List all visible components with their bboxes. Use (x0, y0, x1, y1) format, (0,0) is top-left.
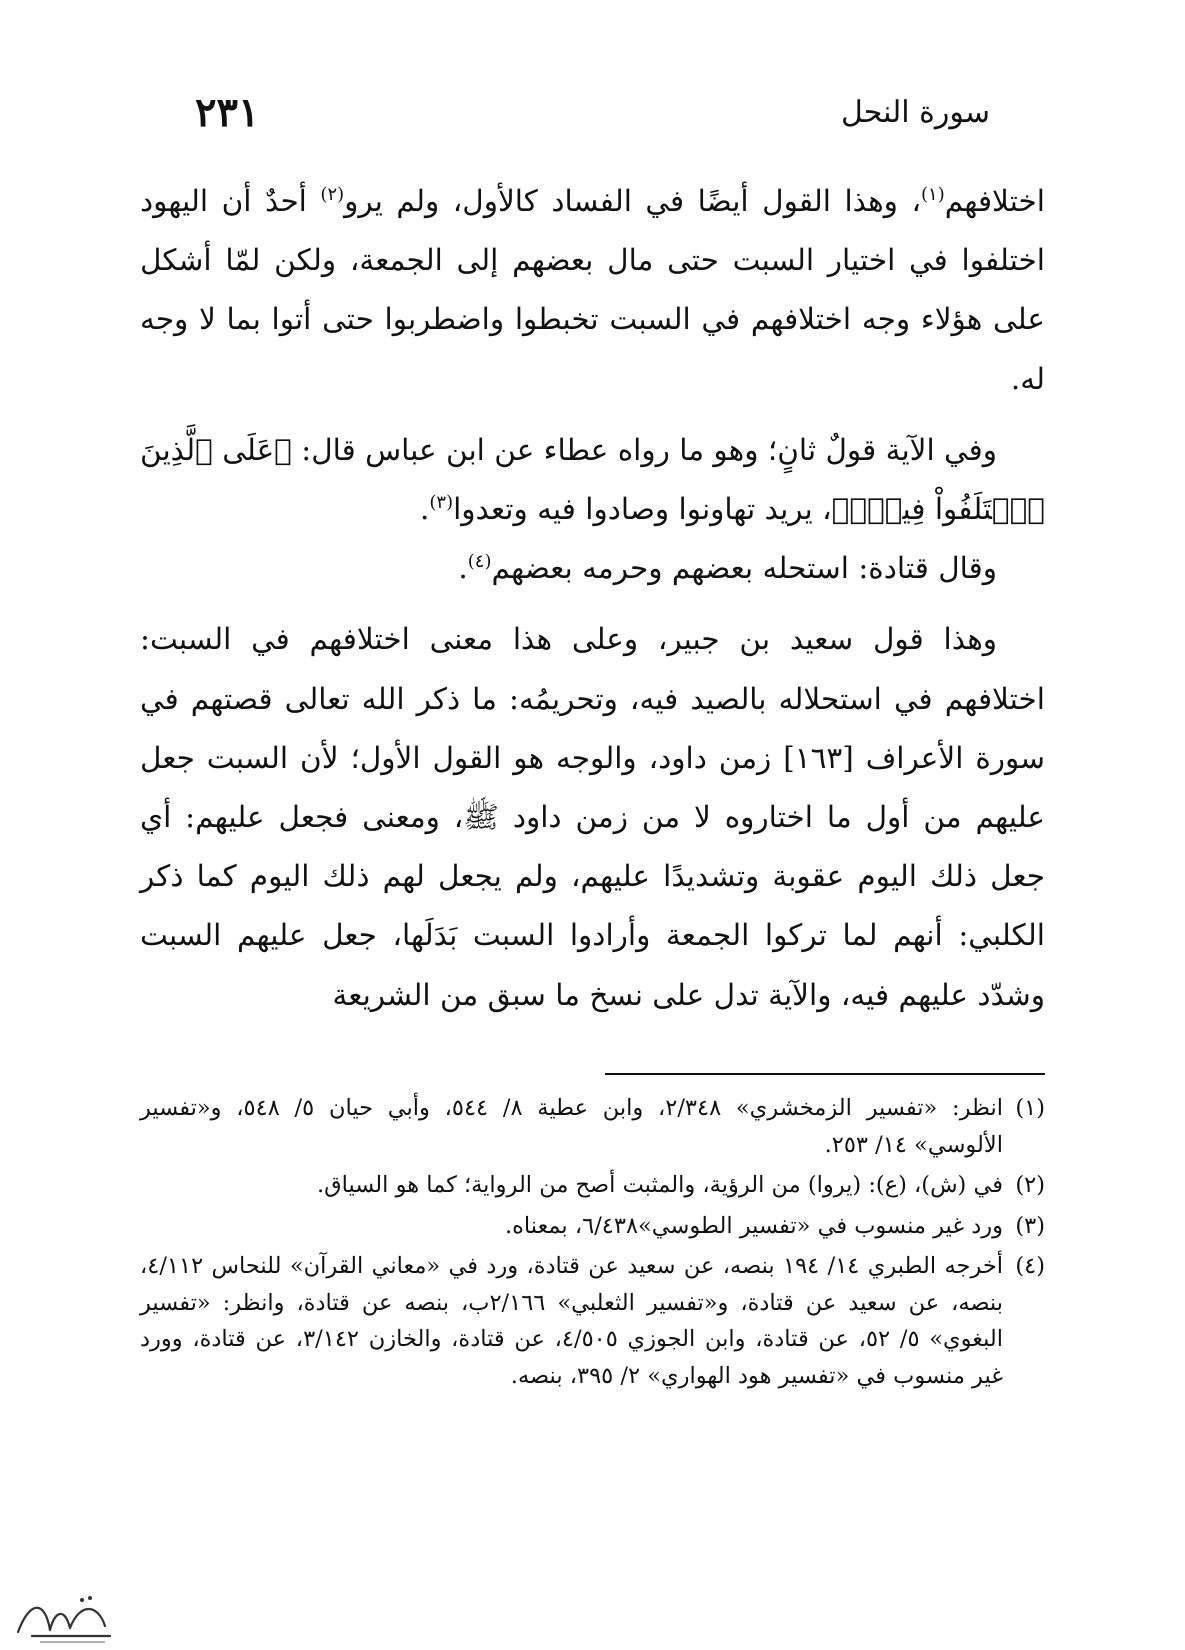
page-number: ٢٣١ (195, 88, 260, 136)
paragraph-2 (140, 421, 1045, 539)
paragraph-3-part-a: وقال قتادة: استحله بعضهم وحرمه بعضهم (491, 551, 997, 586)
paragraph-1-part-c: أحدٌ أن اليهود اختلفوا في اختيار السبت حتى مال بعضهم إلى الجمعة، ولكن لمّا أشكل على هؤلاء وجه اختلافهم في السبت تخبطوا واضطربوا حتى أتوا بما لا وجه له. (140, 184, 1045, 396)
footnote-marker: (١) (1015, 1095, 1045, 1121)
footnote-divider (605, 1073, 1045, 1075)
page-header (195, 82, 990, 142)
paragraph-2-part-b: . (419, 492, 430, 527)
footnote-text: ورد غير منسوب في «تفسير الطوسي»٦/٤٣٨، بمعناه. (504, 1212, 1003, 1239)
footnote-4 (140, 1248, 1045, 1394)
footnote-ref-1: (١) (920, 184, 945, 206)
paragraph-1-part-a: اختلافهم (944, 184, 1045, 218)
watermark-logo (10, 1590, 125, 1646)
paragraph-2-part-a: وفي الآية قولٌ ثانٍ؛ وهو ما رواه عطاء عن ابن عباس قال: ﴿عَلَى ٱلَّذِينَ ٱخۡتَلَفُواْ فِيهِۚ﴾، يريد تهاونوا وصادوا فيه وتعدوا (140, 432, 1045, 527)
paragraph-1-part-b: ، وهذا القول أيضًا في الفساد كالأول، ولم يرو (344, 184, 921, 218)
footnote-ref-4: (٤) (467, 551, 492, 573)
footnote-ref-2: (٢) (320, 184, 345, 206)
paragraph-1 (140, 172, 1045, 409)
footnote-marker: (٣) (1015, 1212, 1045, 1239)
paragraph-3 (140, 539, 1045, 598)
footnote-3 (140, 1208, 1045, 1245)
paragraph-4: وهذا قول سعيد بن جبير، وعلى هذا معنى اختلافهم في السبت: اختلافهم في استحلاله بالصيد فيه، وتحريمُه: ما ذكر الله تعالى قصتهم في سورة الأعراف [١٦٣] زمن داود، والوجه هو القول الأول؛ لأن السبت جعل عليهم من أول ما اختاروه لا من زمن داود ﷺ، ومعنى فجعل عليهم: أي جعل ذلك اليوم عقوبة وتشديدًا عليهم، ولم يجعل لهم ذلك اليوم كما ذكر الكلبي: أنهم لما تركوا الجمعة وأرادوا السبت بَدَلَها، جعل عليهم السبت وشدّد عليهم فيه، والآية تدل على نسخ ما سبق من الشريعة (140, 622, 1045, 1012)
paragraph-3-part-b: . (458, 551, 468, 586)
footnote-text: أخرجه الطبري ١٤/ ١٩٤ بنصه، عن سعيد عن قتادة، ورد في «معاني القرآن» للنحاس ٤/١١٢، بنصه، عن سعيد عن قتادة، و«تفسير الثعلبي» ٢/١٦٦ب، بنصه عن قتادة، وانظر: «تفسير البغوي» ٥/ ٥٢، عن قتادة، وابن الجوزي ٤/٥٠٥، عن قتادة، والخازن ٣/١٤٢، عن قتادة، وورد غير منسوب في «تفسير هود الهواري» ٢/ ٣٩٥، بنصه. (140, 1253, 1004, 1389)
footnotes (140, 1090, 1045, 1398)
footnote-marker: (٢) (1015, 1172, 1045, 1198)
footnote-1 (140, 1090, 1045, 1163)
footnote-2 (140, 1167, 1045, 1204)
main-text (140, 172, 1045, 1025)
footnote-text: انظر: «تفسير الزمخشري» ٢/٣٤٨، وابن عطية ٨/ ٥٤٤، وأبي حيان ٥/ ٥٤٨، و«تفسير الألوسي» ١٤/ ٢٥٣. (140, 1095, 1003, 1158)
running-title: سورة النحل (841, 94, 990, 130)
footnote-text: في (ش)، (ع): (يروا) من الرؤية، والمثبت أصح من الرواية؛ كما هو السياق. (316, 1172, 1003, 1198)
footnote-marker: (٤) (1015, 1253, 1045, 1279)
footnote-ref-3: (٣) (429, 492, 454, 514)
